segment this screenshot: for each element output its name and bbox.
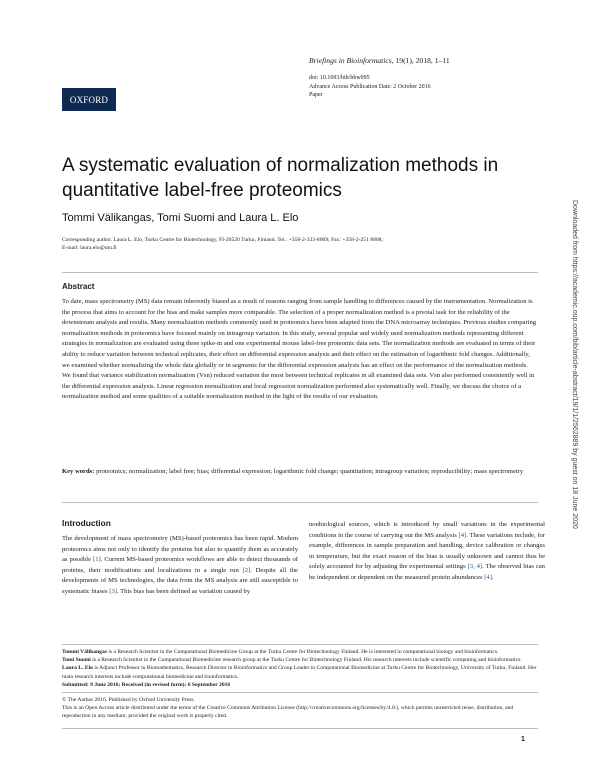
intro-text: . This bias has been defined as variation caused by (116, 587, 251, 595)
author-bio (62, 656, 538, 664)
author-bio-name: Laura L. Elo (62, 665, 93, 672)
divider (62, 728, 538, 729)
title-line-1: A systematic evaluation of normalization methods in (62, 155, 499, 176)
intro-text: . (491, 573, 494, 581)
author-bio-text: is a Research Scientist in the Computational Biomedicine research group at the Turku Centre for Biotechnology Finland. His research interests include scientific computing and bioinformatics. (90, 657, 522, 664)
correspondence-line-1: Corresponding author. Laura L. Elo, Turku Centre for Biotechnology, FI-20520 Turku, Finland. Tel.: +358-2-333-8009; Fax: +358-2-251 8808; (62, 237, 384, 243)
footnotes (62, 648, 538, 721)
doi-link[interactable]: doi: 10.1093/bib/bbw095 (309, 75, 370, 81)
citation-link[interactable]: [2] (242, 566, 251, 574)
keywords-label: Key words: (62, 468, 95, 475)
download-note: Downloaded from https://academic.oup.com/bib/article-abstract/19/1/1/2562889 by guest on 18 June 2020 (571, 200, 578, 529)
page-number: 1 (521, 736, 525, 743)
copyright: © The Author 2016. Published by Oxford University Press. (62, 697, 195, 704)
abstract-heading: Abstract (62, 282, 95, 291)
intro-text: . These variations include, for example, differences in sample preparation and handling, device calibration or changes in temperature, but the exact reason of the bias is usually unknown and cannot thus be solely accounted for by adjusting the experimental settings (309, 531, 546, 571)
article-meta (309, 74, 431, 100)
citation-link[interactable]: [4] (484, 573, 492, 581)
oxford-logo-text: OXFORD (69, 94, 109, 105)
correspondence-email[interactable]: E-mail: laura.elo@utu.fi (62, 245, 117, 252)
journal-name: Briefings in Bioinformatics (309, 56, 392, 65)
citation-link[interactable]: [4] (458, 531, 467, 539)
correspondence (62, 236, 542, 253)
citation-link[interactable]: [3, 4] (467, 563, 483, 571)
journal-volume: , 19(1), 2018, 1–11 (391, 56, 450, 65)
oxford-logo (62, 88, 116, 111)
intro-text: . Despite all the developments of MS technologies, the data from the MS analysis are still susceptible to systematic biases (62, 566, 298, 595)
intro-text: The development of mass spectrometry (MS)-based proteomics has been rapid. Modern proteomics aims not only to identify the proteins but also to quantify them as accurately as possible (62, 535, 298, 564)
article-type: Paper (309, 92, 323, 99)
divider (62, 272, 538, 273)
author-bio (62, 648, 538, 656)
title-line-2: quantitative label-free proteomics (62, 180, 342, 201)
intro-text: . Current MS-based proteomics workflows are able to detect thousands of proteins, their modifications and localizations in a single run (62, 556, 298, 574)
citation-link[interactable]: [3] (109, 587, 117, 595)
keywords-list: proteomics; normalization; label free; bias; differential expression; logarithmic fold change; quantitation; intragroup variation; reproducibility; mass spectrometry (96, 468, 524, 475)
author-bio-text: is a Research Scientist in the Computational Biomedicine Group at the Turku Centre for Biotechnology Finland. He is interested in computational biology and bioinformatics. (106, 649, 499, 655)
divider (62, 644, 538, 645)
abstract-text: To date, mass spectrometry (MS) data remain inherently biased as a result of reasons ranging from sample handling to differences caused by the instrumentation. Normalization is the process that aims to account for the bias and make samples more comparable. The selection of a proper normalization method is a pivotal task for the reliability of the downstream analysis and results. Many normalization methods commonly used in proteomics have been adapted from the DNA microarray techniques. Previous studies comparing normalization methods in proteomics have focused mainly on intragroup variation. In this study, several popular and widely used normalization methods representing different strategies in normalization are evaluated using three spike-in and one experimental mouse label-free proteomic data sets. The normalization methods are evaluated in terms of their ability to reduce variation between technical replicates, their effect on differential expression analysis and their effect on the estimation of logarithmic fold changes. Additionally, we examined whether normalizing the whole data globally or in segments for the differential expression analysis has an effect on the performance of the normalization methods. We found that variance stabilization normalization (Vsn) reduced variation the most between technical replicates in all examined data sets. Vsn also performed consistently well in the differential expression analysis. Linear regression normalization and local regression normalization performed also systematically well. Finally, we discuss the choice of a normalization method and some qualities of a suitable normalization method in the light of the results of our evaluation. (62, 298, 537, 401)
author-bio-name: Tomi Suomi (62, 657, 91, 664)
author-bio-name: Tommi Välikangas (62, 649, 107, 655)
introduction-heading: Introduction (62, 518, 111, 528)
intro-text: nonbiological sources, which is introduced by small variations in the experimental conditions in the course of carrying out the MS analysis (309, 521, 545, 539)
author-list: Tommi Välikangas, Tomi Suomi and Laura L. Elo (62, 212, 299, 224)
divider (62, 502, 538, 503)
intro-column-left (62, 534, 298, 598)
journal-citation (309, 56, 450, 65)
author-bio (62, 664, 538, 680)
intro-column-right (309, 520, 545, 584)
submission-dates: Submitted: 9 June 2016; Received (in revised form): 6 September 2016 (62, 681, 231, 688)
citation-link[interactable]: [1] (93, 556, 101, 564)
advance-access-date: Advance Access Publication Date: 2 October 2016 (309, 83, 431, 90)
keywords (62, 467, 538, 478)
author-bio-text: is Adjunct Professor in Biomathematics, Research Director in Bioinformatics and Group Leader in Computational Biomedicine at Turku Centre for Biotechnology, University of Turku, Finland. Her main research interests include computational biomedicine and bioinformatics. (62, 665, 537, 680)
license-text: This is an Open Access article distributed under the terms of the Creative Commons Attribution License (http://creativecommons.org/licenses/by/4.0/), which permits unrestricted reuse, distribution, and reproduction in any medium, provided the original work is properly cited. (62, 705, 514, 720)
intro-text: . The observed bias can be independent or dependent on the measured protein abundances (309, 563, 545, 581)
article-title (62, 153, 542, 203)
divider (62, 692, 538, 693)
